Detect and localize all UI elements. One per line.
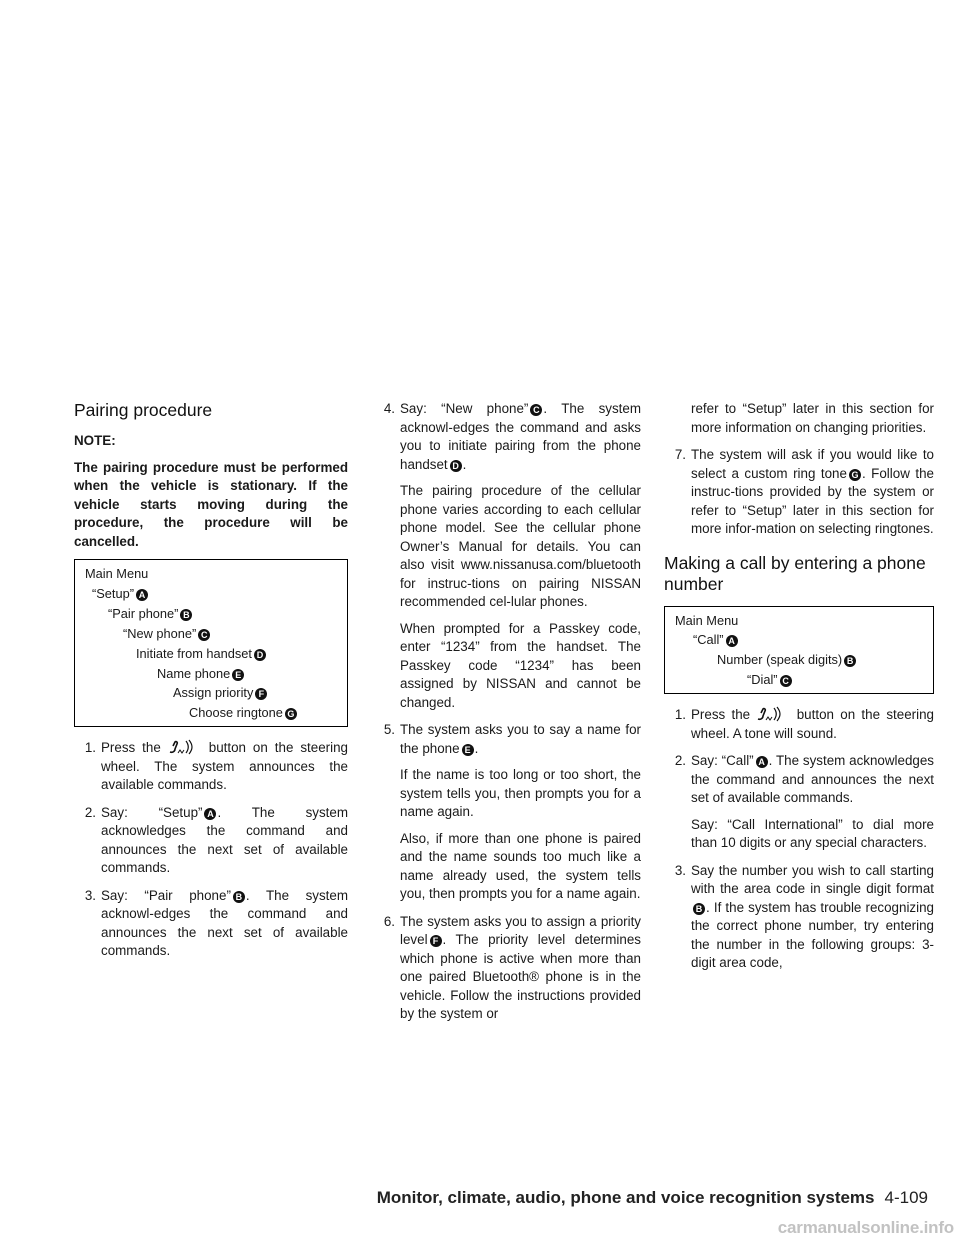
call-menu-tree: [664, 606, 934, 695]
footer-section-title: Monitor, climate, audio, phone and voice recognition systems: [376, 1188, 875, 1207]
menu-item-setup: “Setup” A: [75, 584, 347, 604]
step-5-paragraph-2: If the name is too long or too short, the system tells you, then prompts you for a name again.: [400, 767, 641, 819]
marker-d-icon: D: [254, 649, 266, 661]
pairing-steps-list: [74, 739, 348, 961]
marker-c-icon: C: [780, 675, 792, 687]
menu-item-main-menu: Main Menu: [675, 612, 739, 628]
marker-a-icon: A: [136, 589, 148, 601]
phone-talk-button-icon: [756, 706, 784, 722]
step-6-continued: refer to “Setup” later in this section for more information on changing priorities.: [691, 401, 934, 435]
column-3: [664, 400, 934, 982]
menu-item-assign-priority: Assign priority F: [75, 683, 347, 703]
step-3: 3. Say: “Pair phone” B . The system acknowl-edges the command and announces the next set of available commands.: [84, 887, 349, 959]
menu-item-dial: “Dial” C: [665, 670, 933, 690]
watermark: carmanualsonline.info: [777, 1218, 954, 1237]
menu-item-number-speak-digits: Number (speak digits) B: [665, 650, 933, 670]
pairing-steps-list-continued: [373, 400, 641, 1024]
call-step-2: 2. Say: “Call” A . The system acknowledges the command and announces the next set of available commands. Say: “Call International” to dial more than 10 digits or any special characters.: [664, 752, 934, 853]
step-4: 4. Say: “New phone” C . The system acknowl-edges the command and asks you to initiate pairing from the phone handset D . The pairing procedure of the cellular phone varies according to each cellular phone model. See the cellular phone Owner’s Manual for details. You can also visit www.nissanusa.com/bluetooth for instruc-tions on pairing NISSAN recommended cel-lular phones. When prompted for a Passkey code, enter “1234” from the handset. The Passkey code “1234” has been assigned by NISSAN and cannot be changed.: [373, 400, 641, 712]
step-5-paragraph-3: Also, if more than one phone is paired and the name sounds too much like a name already used, the system tells you, then prompts you for a name again.: [400, 830, 641, 901]
column-2: [373, 400, 641, 1033]
call-steps-list: [664, 706, 934, 973]
call-step-1: 1. Press the button on the steering wheel. A tone will sound.: [674, 707, 934, 741]
pairing-steps-list-end: [664, 400, 934, 539]
menu-item-initiate-from-handset: Initiate from handset D: [75, 644, 347, 664]
step-1: 1. Press the button on the steering wheel. The system announces the available commands.: [84, 740, 348, 793]
page-number: 4-109: [884, 1188, 928, 1207]
section-heading-pairing: Pairing procedure: [74, 400, 213, 420]
menu-item-choose-ringtone: Choose ringtone G: [75, 703, 347, 723]
menu-item-new-phone: “New phone” C: [75, 624, 347, 644]
menu-item-main-menu: Main Menu: [85, 566, 149, 581]
step-4-paragraph-3: When prompted for a Passkey code, enter “1234” from the handset. The Passkey code “1234” has been assigned by NISSAN and cannot be changed.: [400, 620, 641, 710]
note-label: NOTE:: [74, 433, 116, 448]
step-2: 2. Say: “Setup” A . The system acknowledges the command and announces the next set of available commands.: [84, 804, 348, 876]
call-step-2-paragraph-2: Say: “Call International” to dial more than 10 digits or any special characters.: [691, 816, 934, 851]
marker-g-icon: G: [849, 469, 861, 481]
marker-b-icon: B: [693, 903, 705, 915]
step-4-paragraph-2: The pairing procedure of the cellular phone varies according to each cellular phone model. See the cellular phone Owner’s Manual for details. You can also visit www.nissanusa.com/bluetooth for instruc-tions on pairing NISSAN recommended cel-lular phones.: [400, 483, 641, 609]
pairing-menu-tree: [74, 559, 348, 727]
marker-a-icon: A: [204, 808, 216, 820]
column-1: [74, 400, 348, 970]
menu-item-pair-phone: “Pair phone” B: [75, 604, 347, 624]
menu-item-call: “Call” A: [665, 630, 933, 650]
marker-c-icon: C: [198, 629, 210, 641]
marker-b-icon: B: [233, 891, 245, 903]
marker-f-icon: F: [430, 935, 442, 947]
phone-talk-button-icon: [168, 739, 196, 755]
step-7: 7. The system will ask if you would like to select a custom ring tone G . Follow the instruc-tions provided by the system or refer to “Setup” later in this section for more infor-mation on selecting ringtones.: [674, 447, 934, 536]
marker-a-icon: A: [726, 635, 738, 647]
marker-b-icon: B: [844, 655, 856, 667]
call-step-3: 3. Say the number you wish to call starting with the area code in single digit formatB . If the system has trouble recognizing the correct phone number, try entering the number in the following groups: 3-digit area code,: [674, 862, 934, 971]
marker-e-icon: E: [462, 744, 474, 756]
step-6: 6. The system asks you to assign a priority level F . The priority level determines which phone is active when more than one paired Bluetooth® phone is in the vehicle. Follow the instructions provided by the system or: [383, 913, 641, 1021]
step-5: 5. The system asks you to say a name for the phone E . If the name is too long or too short, the system tells you, then prompts you for a name again. Also, if more than one phone is paired and the name sounds too much like a name already used, the system tells you, then prompts you for a name again.: [373, 721, 641, 904]
marker-g-icon: G: [285, 708, 297, 720]
section-heading-making-call: Making a call by entering a phone number: [664, 552, 926, 594]
note-text: The pairing procedure must be performed when the vehicle is stationary. If the vehicle starts moving during the procedure, the procedure will be cancelled.: [74, 459, 348, 549]
marker-b-icon: B: [180, 609, 192, 621]
marker-e-icon: E: [232, 669, 244, 681]
marker-d-icon: D: [450, 460, 462, 472]
menu-item-name-phone: Name phone E: [75, 664, 347, 684]
page-footer: [377, 1188, 928, 1208]
marker-a-icon: A: [756, 756, 768, 768]
marker-c-icon: C: [530, 404, 542, 416]
marker-f-icon: F: [255, 688, 267, 700]
